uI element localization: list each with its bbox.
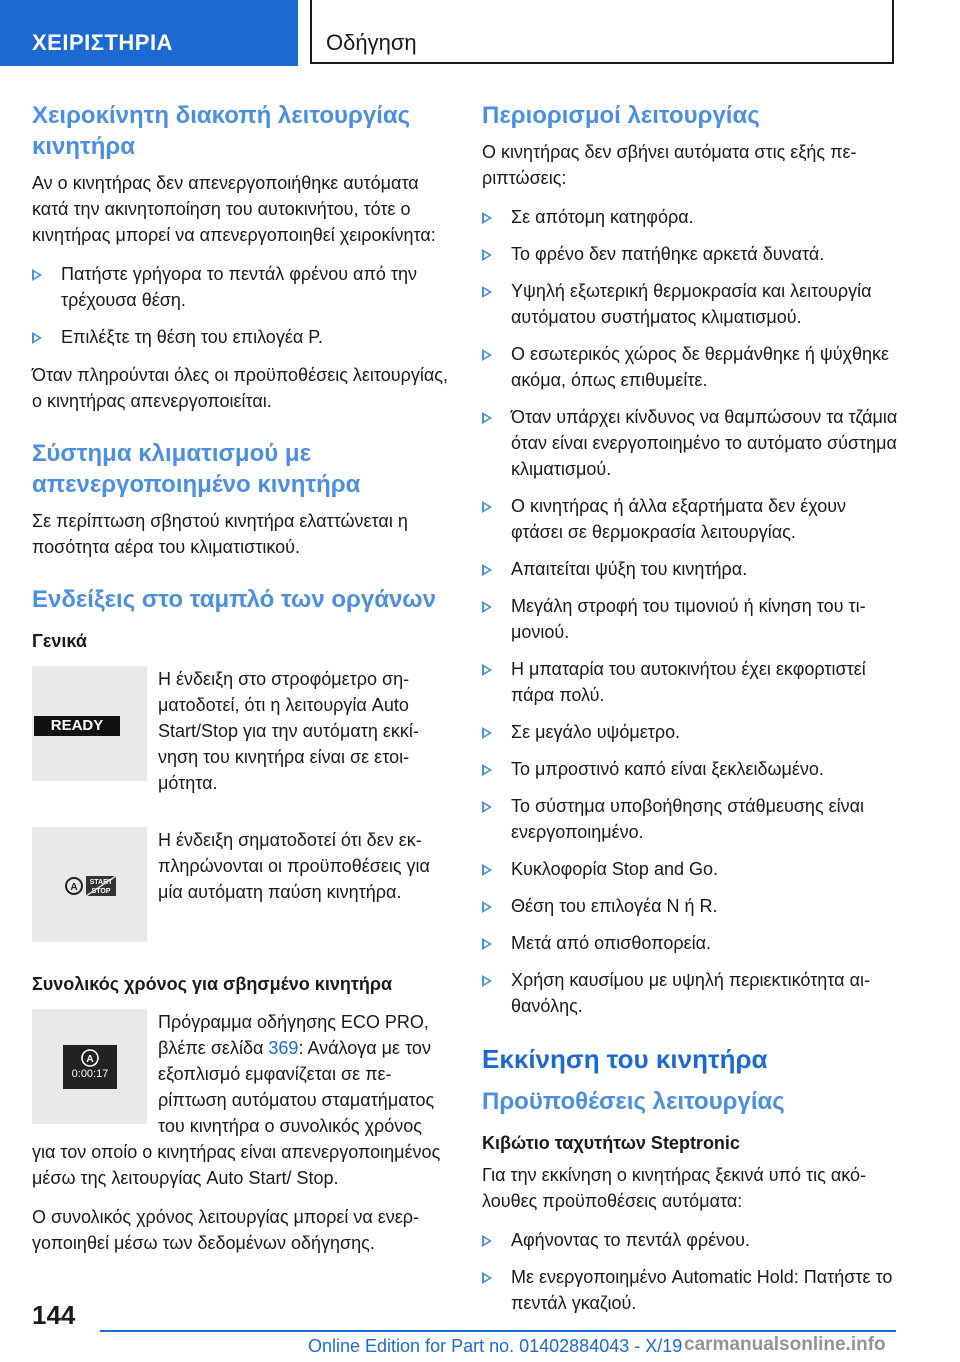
caption-text: : Ανάλογα με τον εξοπλισμό εμφανίζεται σε περίπτωση αυτόματου σταματήματος του κινητήρα ο συνολικός χρόνος για τον οποίο ο κινητήρας είναι απενεργοποιημένος μέσω της λειτουργίας Auto Start/ Stop. bbox=[32, 1038, 441, 1188]
figure-caption: Η ένδειξη στο στροφόμετρο σηματοδοτεί, ότι η λειτουργία Auto Start/Stop για την αυτόματη εκκίνηση του κινητήρα είναι σε ετοιμότητα. bbox=[158, 669, 419, 793]
start-stop-indicator-image bbox=[32, 827, 147, 942]
triangle-bullet-icon bbox=[32, 269, 42, 281]
list-item bbox=[482, 556, 898, 582]
list-item bbox=[482, 756, 898, 782]
list-item bbox=[482, 1264, 898, 1316]
list-item bbox=[482, 341, 898, 393]
list-item bbox=[482, 493, 898, 545]
triangle-bullet-icon bbox=[482, 601, 492, 613]
list-item-text: Σε μεγάλο υψόμετρο. bbox=[511, 722, 681, 742]
list-item bbox=[482, 241, 898, 267]
timer-value: 0:00:17 bbox=[71, 1068, 109, 1080]
subheading-total-time: Συνολικός χρόνος για σβησμένο κινητήρα bbox=[32, 974, 393, 994]
list-item-text: Με ενεργοποιημένο Automatic Hold: Πατήστε το πεντάλ γκαζιού. bbox=[511, 1267, 893, 1313]
list-item-text: Χρήση καυσίμου με υψηλή περιεκτικότητα αιθανόλης. bbox=[511, 970, 870, 1016]
triangle-bullet-icon bbox=[482, 938, 492, 950]
start-conditions-list bbox=[482, 1227, 898, 1316]
list-item-text: Μετά από οπισθοπορεία. bbox=[511, 933, 712, 953]
heading-climate: Σύστημα κλιματισμού με απενεργοποιημένο κινητήρα bbox=[32, 440, 361, 498]
list-item bbox=[482, 930, 898, 956]
list-item-text: Σε απότομη κατηφόρα. bbox=[511, 207, 694, 227]
page-link[interactable]: 369 bbox=[268, 1038, 299, 1058]
page-header bbox=[0, 0, 960, 66]
ready-indicator-image bbox=[32, 666, 147, 781]
figure-start-stop bbox=[32, 827, 450, 946]
svg-text:A: A bbox=[70, 882, 78, 893]
list-item-text: Επιλέξτε τη θέση του επιλογέα P. bbox=[61, 327, 323, 347]
section-tab: Οδήγηση bbox=[310, 0, 894, 64]
list-item-text: Ο εσωτερικός χώρος δε θερμάνθηκε ή ψύχθηκε ακόμα, όπως επιθυμείτε. bbox=[511, 344, 890, 390]
triangle-bullet-icon bbox=[482, 212, 492, 224]
heading-indicators: Ενδείξεις στο ταμπλό των οργάνων bbox=[32, 586, 436, 613]
list-item-text: Αφήνοντας το πεντάλ φρένου. bbox=[511, 1230, 751, 1250]
triangle-bullet-icon bbox=[32, 332, 42, 344]
triangle-bullet-icon bbox=[482, 801, 492, 813]
list-item bbox=[32, 261, 450, 313]
triangle-bullet-icon bbox=[482, 664, 492, 676]
subheading-steptronic: Κιβώτιο ταχυτήτων Steptronic bbox=[482, 1133, 740, 1153]
auto-start-stop-icon bbox=[64, 875, 118, 897]
list-item bbox=[482, 278, 898, 330]
timer-indicator-image bbox=[32, 1009, 147, 1124]
paragraph: Όταν πληρούνται όλες οι προϋποθέσεις λειτουργίας, ο κινητήρας απενεργοποιείται. bbox=[32, 365, 448, 411]
list-item bbox=[482, 793, 898, 845]
footer-divider bbox=[100, 1330, 896, 1332]
triangle-bullet-icon bbox=[482, 764, 492, 776]
svg-text:A: A bbox=[86, 1054, 94, 1065]
list-item bbox=[482, 593, 898, 645]
page-number: 144 bbox=[32, 1300, 76, 1330]
list-item bbox=[482, 204, 898, 230]
paragraph: Αν ο κινητήρας δεν απενεργοποιήθηκε αυτόματα κατά την ακινητοποίηση του αυτοκινήτου, τότε ο κινητήρας μπορεί να απενεργοποιηθεί χειροκίνητα: bbox=[32, 173, 436, 245]
list-item bbox=[482, 856, 898, 882]
triangle-bullet-icon bbox=[482, 564, 492, 576]
list-item bbox=[482, 1227, 898, 1253]
list-item-text: Υψηλή εξωτερική θερμοκρασία και λειτουργία αυτόματου συστήματος κλιματισμού. bbox=[511, 281, 872, 327]
heading-conditions: Προϋποθέσεις λειτουργίας bbox=[482, 1088, 785, 1115]
left-column bbox=[32, 100, 450, 1269]
figure-timer bbox=[32, 1009, 450, 1191]
footer-edition: Online Edition for Part no. 01402884043 - X/19 bbox=[308, 1336, 683, 1356]
caption-text: Πρόγραμμα οδήγησης ECO PRO, βλέπε σελίδα bbox=[158, 1012, 429, 1058]
stop-text: STOP bbox=[91, 888, 111, 895]
heading-engine-start: Εκκίνηση του κινητήρα bbox=[482, 1044, 768, 1074]
chapter-tab: ΧΕΙΡΙΣΤΗΡΙΑ bbox=[0, 0, 298, 66]
auto-start-stop-icon bbox=[80, 1048, 100, 1068]
list-item bbox=[32, 324, 450, 350]
triangle-bullet-icon bbox=[482, 727, 492, 739]
list-item-text: Το σύστημα υποβοήθησης στάθμευσης είναι ενεργοποιημένο. bbox=[511, 796, 865, 842]
right-column bbox=[482, 100, 898, 1328]
list-item-text: Θέση του επιλογέα N ή R. bbox=[511, 896, 718, 916]
figure-caption: Η ένδειξη σηματοδοτεί ότι δεν εκπληρώνονται οι προϋποθέσεις για μία αυτόματη παύση κινητήρα. bbox=[158, 830, 430, 902]
heading-limits: Περιορισμοί λειτουργίας bbox=[482, 102, 760, 129]
list-item-text: Όταν υπάρχει κίνδυνος να θαμπώσουν τα τζάμια όταν είναι ενεργοποιημένο το αυτόματο σύστημα κλιματισμού. bbox=[511, 407, 898, 479]
paragraph: Σε περίπτωση σβηστού κινητήρα ελαττώνεται η ποσότητα αέρα του κλιματιστικού. bbox=[32, 511, 408, 557]
triangle-bullet-icon bbox=[482, 249, 492, 261]
list-item bbox=[482, 893, 898, 919]
start-text: START bbox=[89, 879, 113, 886]
ready-label: READY bbox=[34, 716, 120, 736]
triangle-bullet-icon bbox=[482, 349, 492, 361]
list-item bbox=[482, 967, 898, 1019]
list-item-text: Το μπροστινό καπό είναι ξεκλειδωμένο. bbox=[511, 759, 824, 779]
paragraph: Ο κινητήρας δεν σβήνει αυτόματα στις εξής περιπτώσεις: bbox=[482, 142, 857, 188]
list-item-text: Πατήστε γρήγορα το πεντάλ φρένου από την τρέχουσα θέση. bbox=[61, 264, 418, 310]
triangle-bullet-icon bbox=[482, 501, 492, 513]
list-item-text: Κυκλοφορία Stop and Go. bbox=[511, 859, 718, 879]
subheading-general: Γενικά bbox=[32, 631, 87, 651]
paragraph: Ο συνολικός χρόνος λειτουργίας μπορεί να ενεργοποιηθεί μέσω των δεδομένων οδήγησης. bbox=[32, 1207, 420, 1253]
triangle-bullet-icon bbox=[482, 412, 492, 424]
triangle-bullet-icon bbox=[482, 901, 492, 913]
list-item-text: Ο κινητήρας ή άλλα εξαρτήματα δεν έχουν φτάσει σε θερμοκρασία λειτουργίας. bbox=[511, 496, 847, 542]
triangle-bullet-icon bbox=[482, 286, 492, 298]
list-item-text: Το φρένο δεν πατήθηκε αρκετά δυνατά. bbox=[511, 244, 825, 264]
list-item bbox=[482, 404, 898, 482]
triangle-bullet-icon bbox=[482, 975, 492, 987]
triangle-bullet-icon bbox=[482, 864, 492, 876]
heading-manual-stop: Χειροκίνητη διακοπή λειτουργίας κινητήρα bbox=[32, 102, 411, 160]
list-item-text: Απαιτείται ψύξη του κινητήρα. bbox=[511, 559, 748, 579]
paragraph: Για την εκκίνηση ο κινητήρας ξεκινά υπό τις ακόλουθες προϋποθέσεις αυτόματα: bbox=[482, 1165, 867, 1211]
figure-ready bbox=[32, 666, 450, 809]
list-item bbox=[482, 719, 898, 745]
watermark: carmanualsonline.info bbox=[684, 1334, 886, 1355]
timer-display bbox=[63, 1045, 117, 1089]
triangle-bullet-icon bbox=[482, 1272, 492, 1284]
manual-stop-list bbox=[32, 261, 450, 350]
list-item bbox=[482, 656, 898, 708]
list-item-text: Μεγάλη στροφή του τιμονιού ή κίνηση του τιμονιού. bbox=[511, 596, 866, 642]
list-item-text: Η μπαταρία του αυτοκινήτου έχει εκφορτιστεί πάρα πολύ. bbox=[511, 659, 866, 705]
limits-list bbox=[482, 204, 898, 1019]
triangle-bullet-icon bbox=[482, 1235, 492, 1247]
